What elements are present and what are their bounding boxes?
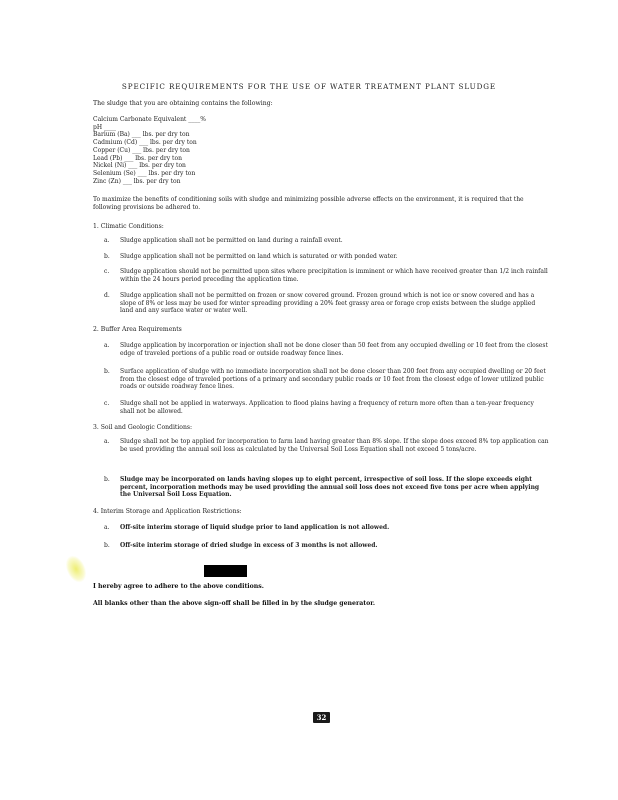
- item-letter: b.: [104, 253, 110, 260]
- intro-text: The sludge that you are obtaining contains the following:: [93, 100, 273, 107]
- component-copper: Copper (Cu) ___ lbs. per dry ton: [93, 146, 190, 154]
- item-letter: d.: [104, 292, 110, 299]
- section-heading: 4. Interim Storage and Application Restrictions:: [93, 508, 242, 515]
- section-heading: 3. Soil and Geologic Conditions:: [93, 424, 193, 431]
- item-letter: c.: [104, 268, 110, 275]
- component-selenium: Selenium (Se) ___ lbs. per dry ton: [93, 169, 196, 177]
- component-cadmium: Cadmium (Cd) ___ lbs. per dry ton: [93, 139, 197, 147]
- item-text: Sludge application by incorporation or injection shall not be done closer than 50 feet from any occupied dwelling or 10 feet from the closest edge of traveled portions of a public road or outside roadway fence lines.: [120, 342, 548, 357]
- item-text: Sludge application should not be permitted upon sites where precipitation is imminent or which have received greater than 1/2 inch rainfall within the 24 hours period preceding the application time.: [120, 268, 548, 283]
- agreement-statement: I hereby agree to adhere to the above conditions.: [93, 583, 264, 590]
- component-nickel: Nickel (Ni) ___ lbs. per dry ton: [93, 162, 186, 170]
- item-letter: b.: [104, 542, 110, 549]
- section-heading: 1. Climatic Conditions:: [93, 223, 164, 230]
- highlighter-mark: [62, 553, 90, 586]
- item-letter: c.: [104, 400, 110, 407]
- item-letter: a.: [104, 524, 110, 531]
- item-letter: a.: [104, 237, 110, 244]
- item-text: Sludge shall not be applied in waterways. Application to flood plains having a frequency of return more often than a ten-year frequency shall not be allowed.: [120, 400, 534, 415]
- item-letter: b.: [104, 368, 110, 375]
- item-letter: a.: [104, 342, 110, 349]
- item-text: Off-site interim storage of dried sludge in excess of 3 months is not allowed.: [120, 542, 378, 549]
- component-lead: Lead (Pb) ___ lbs. per dry ton: [93, 154, 182, 162]
- component-list: [93, 116, 206, 185]
- item-text: Surface application of sludge with no immediate incorporation shall not be done closer than 200 feet from any occupied dwelling or 20 feet from the closest edge of traveled portions of a primary and secondary public roads or 10 feet from the closest edge of lower utilized public roads or outside roadway fence lines.: [120, 368, 546, 391]
- item-text: Sludge application shall not be permitted on frozen or snow covered ground. Frozen ground which is not ice or snow covered and has a slope of 8% or less may be used for winter spreading providing a 20% feet grassy area or forage crop exists between the sludge applied land and any surface water or water well.: [120, 292, 536, 315]
- item-text: Sludge application shall not be permitted on land during a rainfall event.: [120, 237, 343, 244]
- page-number: 32: [313, 712, 330, 723]
- redacted-signature: [204, 565, 247, 577]
- item-letter: a.: [104, 438, 110, 445]
- item-text: Sludge may be incorporated on lands having slopes up to eight percent, irrespective of soil loss. If the slope exceeds eight percent, incorporation methods may be used providing the annual soil loss does not exceed five tons per acre when applying the Universal Soil Loss Equation.: [120, 476, 540, 499]
- component-ph: pH ____: [93, 123, 116, 131]
- item-text: Sludge application shall not be permitted on land which is saturated or with ponded water.: [120, 253, 398, 260]
- component-calcium-carbonate: Calcium Carbonate Equivalent ____%: [93, 116, 206, 123]
- item-letter: b.: [104, 476, 110, 483]
- component-zinc: Zinc (Zn) ___ lbs. per dry ton: [93, 177, 181, 185]
- provisions-intro: To maximize the benefits of conditioning soils with sludge and minimizing possible adverse effects on the environment, it is required that the following provisions be adhered to.: [93, 196, 524, 211]
- section-heading: 2. Buffer Area Requirements: [93, 326, 182, 333]
- blanks-note: All blanks other than the above sign-off shall be filled in by the sludge generator.: [93, 600, 376, 607]
- item-text: Off-site interim storage of liquid sludge prior to land application is not allowed.: [120, 524, 390, 531]
- page-title: SPECIFIC REQUIREMENTS FOR THE USE OF WATER TREATMENT PLANT SLUDGE: [121, 82, 497, 91]
- item-text: Sludge shall not be top applied for incorporation to farm land having greater than 8% slope. If the slope does exceed 8% top application can be used providing the annual soil loss as calculated by the Universal Soil Loss Equation shall not exceed 5 tons/acre.: [120, 438, 549, 453]
- component-barium: Barium (Ba) ___ lbs. per dry ton: [93, 131, 190, 139]
